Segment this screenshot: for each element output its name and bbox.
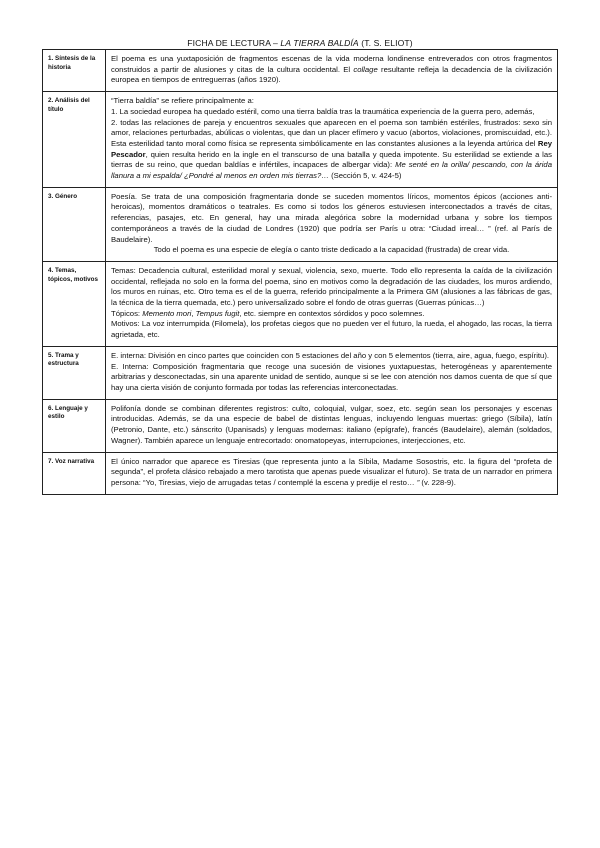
row-sintesis (43, 50, 558, 92)
content-titulo (106, 92, 558, 188)
label-temas: 4. Temas, tópicos, motivos (43, 261, 106, 346)
label-titulo: 2. Análisis del título (43, 92, 106, 188)
temas-text: Temas: Decadencia cultural, esterilidad moral y sexual, violencia, sexo, muerte. Todo ello representa la caída de la civilización occidental, reflejada no solo en la forma del poema, sino en motivos como la degradación de las ciudades, los muros ardiendo, los muros en ruinas, etc. Otro tema es el de la guerra, referido principalmente a la Primera GM (alusiones a las fábricas de gas, la técnica de la tierra quemada, etc.) pero universalizado sobre el fondo de otras guerras (Guerras púnicas…) (111, 265, 552, 308)
label-voz: 7. Voz narrativa (43, 452, 106, 494)
lenguaje-text: Polifonía donde se combinan diferentes registros: culto, coloquial, vulgar, soez, etc. según sean los personajes y escenas introducidas. Además, se da una especie de babel de distintas lenguas, incluyendo lenguas muertas: griego (Síbila), latín (Petronio, Dante, etc.) sánscrito (Upanisads) y lenguas modernas: italiano (epígrafe), francés (Baudelaire), alemán (soldados, Wagner). También aparece un lenguaje entrecortado: onomatopeyas, interrupciones, interjecciones, etc. (111, 403, 552, 445)
title-author: (T. S. ELIOT) (361, 38, 413, 48)
title-work: LA TIERRA BALDÍA (280, 38, 359, 48)
label-genero: 3. Género (43, 187, 106, 261)
title-prefix: FICHA DE LECTURA – (187, 38, 278, 48)
content-genero (106, 187, 558, 261)
page-title (0, 38, 600, 48)
row-genero (43, 187, 558, 261)
label-sintesis: 1. Síntesis de la historia (43, 50, 106, 92)
row-voz (43, 452, 558, 494)
label-trama: 5. Trama y estructura (43, 346, 106, 399)
row-trama (43, 346, 558, 399)
trama-text-2: E. Interna: Composición fragmentaria que recoge una sucesión de visiones yuxtapuestas, heterogéneas y aparentemente arbitrarias y desconectadas, sin una aparente unidad de sentido, aunque si se lee con atención nos damos cuenta de que sí que hay una cierta visión de conjunto formada por todas las referencias interconectadas. (111, 361, 552, 392)
content-sintesis (106, 50, 558, 92)
row-lenguaje (43, 399, 558, 452)
genero-text-1: Poesía. Se trata de una composición fragmentaria donde se suceden momentos líricos, momentos épicos (acciones anti-heroicas), momentos dramáticos o teatrales. Es como si todos los géneros estuviesen interconectados a través de citas, referencias, pasajes, etc. En general, hay una mirada alegórica sobre la modernidad urbana y sobre los tiempos contemporáneos a través de la ciudad de Londres (1920) que podría ser París u otra: “Ciudad irreal… ” (ref. al París de Baudelaire). (111, 191, 552, 244)
sintesis-text: El poema es una yuxtaposición de fragmentos escenas de la vida moderna londinense entreverados con otros fragmentos construidos a partir de alusiones y citas de la cultura occidental. El collage resultante refleja la decadencia de la civilización europea en tiempos de entreguerras (años 1920). (111, 54, 552, 85)
motivos-text: Motivos: La voz interrumpida (Filomela), los profetas ciegos que no pueden ver el futuro, la rueda, el ahogado, las rocas, la tierra agrietada, etc. (111, 319, 552, 340)
row-temas (43, 261, 558, 346)
reading-sheet-table (42, 49, 558, 495)
titulo-item-2: 2. todas las relaciones de pareja y encuentros sexuales que aparecen en el poema son también estériles, frustrados: sexo sin amor, relaciones perturbadas, abúlicas o violentas, que dan un placer efímero y vacuo (abortos, violaciones, promiscuidad, etc.). Esta esterilidad tanto moral como física se representa simbólicamente en las constantes alusiones a la leyenda artúrica del Rey Pescador, quien resulta herido en la ingle en el transcurso de una batalla y queda impotente. Su esterilidad se extiende a las tierras de su reino, que quedan baldías e infértiles, incapaces de albergar vida): Me senté en la orilla/ pescando, con la árida llanura a mi espalda/ ¿Pondré al menos en orden mis tierras?… (Sección 5, v. 424-5) (111, 117, 552, 181)
trama-text-1: E. interna: División en cinco partes que coinciden con 5 estaciones del año y con 5 elementos (tierra, aire, agua, fuego, espíritu). (111, 350, 550, 360)
content-lenguaje (106, 399, 558, 452)
content-trama (106, 346, 558, 399)
content-voz (106, 452, 558, 494)
content-temas (106, 261, 558, 346)
titulo-intro: “Tierra baldía” se refiere principalmente a: (111, 96, 254, 106)
label-lenguaje: 6. Lenguaje y estilo (43, 399, 106, 452)
voz-text: El único narrador que aparece es Tiresias (que representa junto a la Síbila, Madame Sosostris, etc. la figura del “profeta de segunda”, el profeta clásico rebajado a mero tarotista que apenas puede visualizar el futuro). Se trata de un narrador en primera persona: “Yo, Tiresias, viejo de arrugadas tetas / contemplé la escena y predije el resto… ” (v. 228-9). (111, 456, 552, 487)
genero-text-2: Todo el poema es una especie de elegía o canto triste dedicado a la capacidad (frustrada) de crear vida. (153, 245, 510, 255)
titulo-item-1: 1. La sociedad europea ha quedado estéril, como una tierra baldía tras la traumática experiencia de la guerra pero, además, (111, 106, 535, 116)
topicos-text: Tópicos: Memento mori, Tempus fugit, etc. siempre en contextos sórdidos y poco solemnes. (111, 308, 425, 318)
row-titulo (43, 92, 558, 188)
